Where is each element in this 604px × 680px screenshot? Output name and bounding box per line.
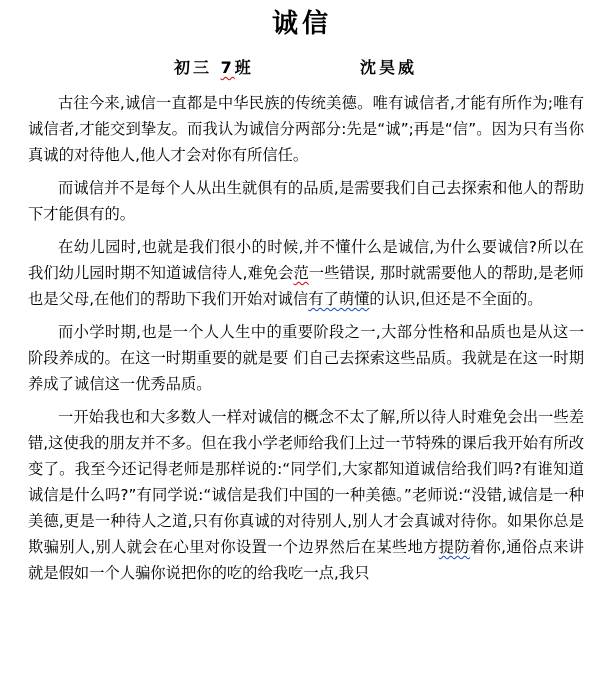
paragraph-text: 而小学时期,也是一个人人生中的重要阶段之一,大部分性格和品质也是从这一阶段养成的。在这一时期重要的就是要 们自己去探索这些品质。我就是在这一时期养成了诚信这一优秀品质。: [28, 323, 584, 393]
author-name: 沈昊威: [360, 58, 418, 77]
class-number: 7: [220, 58, 235, 77]
paragraph-text: 一些错误, 那时就需要他人的帮助,是老师也是父母,在他们的帮助下我们开始对诚信: [28, 264, 584, 308]
byline: [0, 57, 604, 79]
paragraph-3: [28, 234, 584, 312]
paragraph-1: [28, 90, 584, 168]
class-suffix: 班: [234, 58, 254, 77]
paragraph-text: 的认识,但还是不全面的。: [369, 290, 543, 308]
document-body: [28, 90, 584, 593]
paragraph-text: 在幼儿园时,也就是我们很小的时候,并不懂什么是诚信,为什么要诚信?所以在我们幼儿园时期不知道诚信待人,难免会: [28, 238, 584, 282]
paragraph-text: 一开始我也和大多数人一样对诚信的概念不太了解,所以待人时难免会出一些差错,这使我的朋友并不多。但在我小学老师给我们上过一节特殊的课后我开始有所改变了。我至今还记得老师是那样说的:“同学们,大家都知道诚信给我们吗?有谁知道诚信是什么吗?”有同学说:“诚信是我们中国的一种美德。”老师说:“没错,诚信是一种美德,更是一种待人之道,只有你真诚的对待别人,别人才会真诚对待你。如果你总是欺骗别人,别人就会在心里对你设置一个边界然后在某些地方: [28, 408, 584, 556]
paragraph-4: [28, 319, 584, 397]
spelling-flag: 范: [293, 264, 309, 282]
grammar-flag: 有了萌懂: [308, 290, 370, 308]
paragraph-text: 而诚信并不是每个人从出生就俱有的品质,是需要我们自己去探索和他人的帮助下才能俱有的。: [28, 179, 584, 223]
document-title: 诚信: [271, 9, 332, 39]
paragraph-text: 古往今来,诚信一直都是中华民族的传统美德。唯有诚信者,才能有所作为;唯有诚信者,才能交到挚友。而我认为诚信分两部分:先是“诚”;再是“信”。因为只有当你真诚的对待他人,他人才会对你有所信任。: [28, 94, 584, 164]
class-prefix: 初三: [174, 58, 221, 77]
paragraph-5: [28, 404, 584, 586]
paragraph-text: 着你,通俗点来讲就是假如一个人骗你说把你的吃的给我吃一点,我只: [28, 538, 584, 582]
grammar-flag: 提防: [438, 538, 470, 556]
paragraph-2: [28, 175, 584, 227]
class-label: [174, 57, 254, 79]
